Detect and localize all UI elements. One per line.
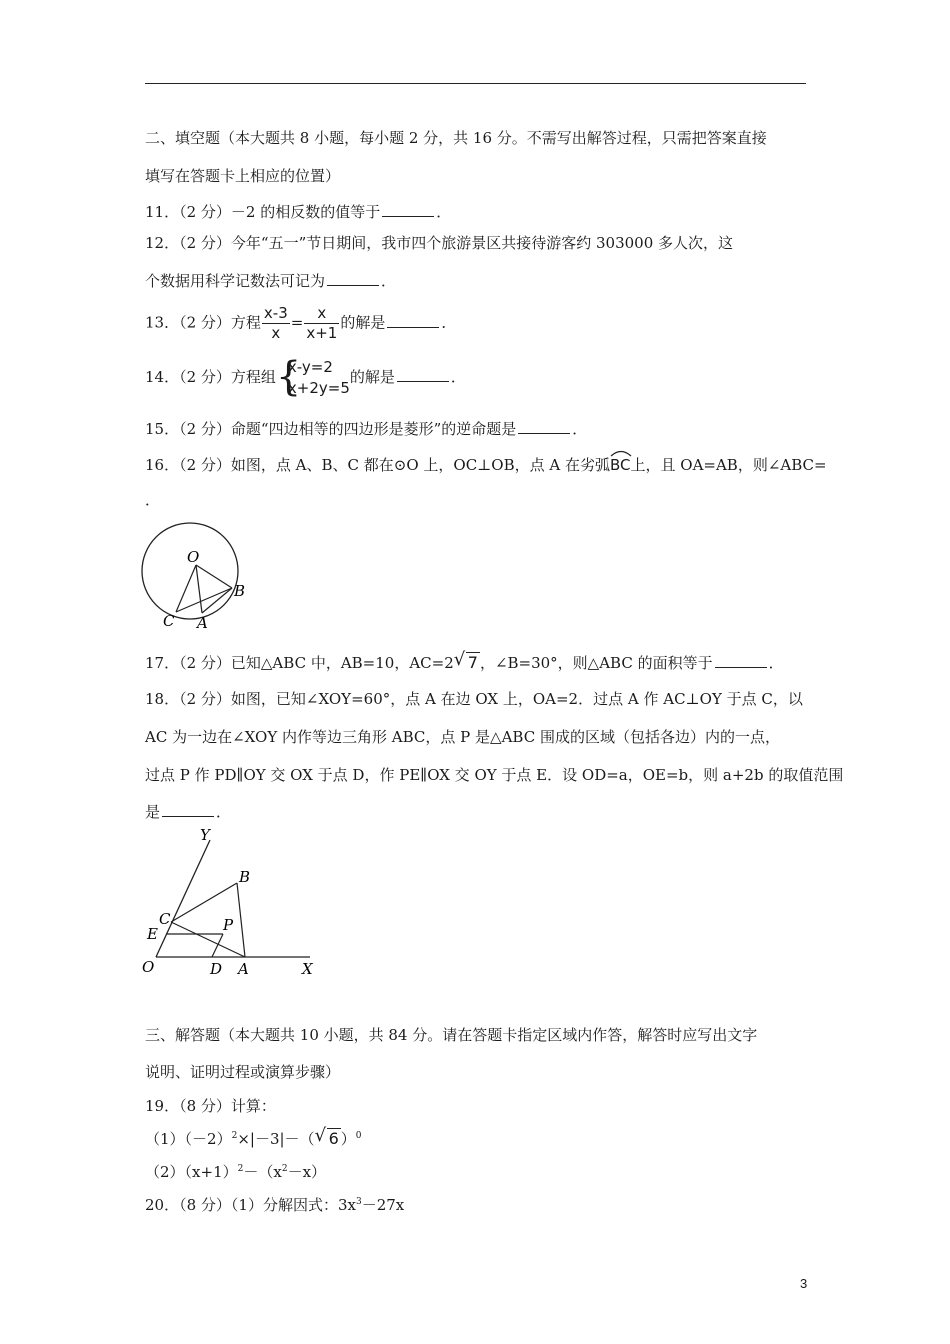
fraction-right: [304, 304, 339, 343]
label-p: P: [223, 916, 234, 934]
answer-blank: [715, 653, 767, 668]
question-15-end: ．: [572, 420, 588, 438]
answer-blank: [327, 271, 379, 286]
question-19-title: 19．（8 分）计算：: [145, 1097, 276, 1115]
question-18-end: ．: [216, 803, 232, 821]
sqrt-6: [314, 1125, 341, 1148]
question-11-end: ．: [436, 203, 452, 221]
question-13: [145, 304, 456, 343]
question-12-text: 个数据用科学记数法可记为: [145, 272, 326, 290]
sqrt-7: [453, 649, 480, 672]
label-b: B: [234, 582, 246, 600]
question-17-suffix: ，∠B=30°，则△ABC 的面积等于: [479, 654, 713, 672]
page-number: 3: [800, 1276, 808, 1291]
label-b: B: [239, 868, 251, 886]
segment-oa: [196, 565, 202, 613]
fraction-denominator: x: [271, 324, 281, 342]
segment-ba: [237, 883, 245, 957]
fraction-left: [262, 304, 290, 343]
fraction-numerator: x-3: [263, 304, 288, 322]
ray-oy: [156, 840, 210, 957]
exponent: 2: [237, 1164, 244, 1174]
question-18-line4: [145, 801, 231, 822]
part1-close: ）: [340, 1130, 356, 1148]
question-20-prefix: 20．（8 分）（1）分解因式：3x: [145, 1196, 356, 1214]
question-18-line3: 过点 P 作 PD∥OY 交 OX 于点 D，作 PE∥OX 交 OY 于点 E．设 OD=a，OE=b，则 a+2b 的取值范围: [145, 766, 844, 784]
part2-prefix: （2）（x+1）: [145, 1163, 238, 1181]
header-rule: [145, 83, 806, 84]
exponent: 0: [355, 1131, 362, 1141]
section2-heading-line2: 填写在答题卡上相应的位置）: [145, 167, 341, 185]
arc-label: BC: [609, 456, 631, 474]
question-19-part1: [145, 1125, 362, 1149]
equation-system: [275, 354, 350, 400]
label-x: X: [302, 960, 313, 978]
answer-blank: [382, 202, 434, 217]
radical-sign: √: [314, 1125, 327, 1146]
fraction-numerator: x: [304, 304, 339, 324]
question-16: [145, 452, 827, 475]
segment-ca: [171, 922, 245, 957]
question-17: [145, 649, 784, 673]
label-o: O: [187, 548, 200, 566]
section2-heading-line1: 二、填空题（本大题共 8 小题，每小题 2 分，共 16 分。不需写出解答过程，只需把答案直接: [145, 129, 767, 147]
radicand: 7: [467, 653, 478, 672]
question-19-part2: [145, 1161, 326, 1182]
arc-mark: [609, 449, 633, 457]
question-14: [145, 354, 466, 400]
question-14-end: ．: [450, 368, 466, 386]
question-17-end: ．: [768, 654, 784, 672]
part2-middle: －（x: [243, 1163, 282, 1181]
label-o: O: [142, 958, 155, 976]
answer-blank: [397, 367, 449, 382]
label-d: D: [210, 960, 223, 978]
question-16-line2: ．: [145, 491, 161, 509]
label-c: C: [163, 612, 175, 630]
question-17-prefix: 17．（2 分）已知△ABC 中，AB=10，AC=2: [145, 654, 454, 672]
question-15: [145, 418, 587, 439]
exponent: 2: [281, 1164, 288, 1174]
question-12-end: ．: [381, 272, 397, 290]
label-a: A: [238, 960, 249, 978]
part1-middle: ×|－3|－（: [237, 1130, 315, 1148]
fraction-denominator: x+1: [306, 324, 338, 342]
question-14-prefix: 14．（2 分）方程组: [145, 368, 276, 386]
section3-heading-line2: 说明、证明过程或演算步骤）: [145, 1063, 341, 1081]
question-12-line2: [145, 270, 396, 291]
arc-bc: [610, 452, 631, 474]
answer-blank: [162, 802, 214, 817]
question-14-suffix: 的解是: [349, 368, 395, 386]
question-13-prefix: 13．（2 分）方程: [145, 313, 261, 332]
left-brace: {: [275, 354, 302, 400]
question-16-suffix: 上，且 OA=AB，则∠ABC=: [630, 456, 827, 474]
circle-o: [142, 523, 238, 619]
part2-end: －x）: [287, 1163, 327, 1181]
question-13-suffix: 的解是: [340, 313, 386, 332]
equals-sign: =: [290, 313, 304, 332]
radicand: 6: [328, 1129, 339, 1148]
question-18-line2: AC 为一边在∠XOY 内作等边三角形 ABC，点 P 是△ABC 围成的区域（包括各边）内的一点，: [145, 728, 780, 746]
question-11-text: 11．（2 分）－2 的相反数的值等于: [145, 203, 381, 221]
answer-blank: [518, 419, 570, 434]
question-20-suffix: －27x: [361, 1196, 405, 1214]
question-18-line1: 18．（2 分）如图，已知∠XOY=60°，点 A 在边 OX 上，OA=2．过点 A 作 AC⊥OY 于点 C，以: [145, 690, 803, 708]
label-y: Y: [200, 826, 210, 844]
question-12-line1: 12．（2 分）今年“五一”节日期间，我市四个旅游景区共接待游客约 303000 多人次，这: [145, 234, 734, 252]
question-13-end: ．: [441, 313, 457, 332]
question-16-prefix: 16．（2 分）如图，点 A、B、C 都在⊙O 上，OC⊥OB，点 A 在劣弧: [145, 456, 610, 474]
equation-1: x-y=2: [287, 358, 333, 376]
radical-sign: √: [453, 649, 466, 670]
question-15-text: 15．（2 分）命题“四边相等的四边形是菱形”的逆命题是: [145, 420, 517, 438]
segment-ob: [196, 565, 232, 588]
answer-blank: [387, 313, 439, 328]
question-18-text: 是: [145, 803, 161, 821]
question-11: [145, 201, 451, 222]
label-a: A: [197, 614, 208, 632]
section3-heading-line1: 三、解答题（本大题共 10 小题，共 84 分。请在答题卡指定区域内作答，解答时应写出文字: [145, 1026, 758, 1044]
exponent: 2: [231, 1131, 238, 1141]
label-e: E: [147, 925, 158, 943]
figure-18-angle-diagram: [138, 826, 328, 980]
figure-16-circle-diagram: [140, 520, 252, 632]
exponent: 3: [355, 1197, 362, 1207]
equation-2: x+2y=5: [287, 379, 350, 397]
part1-prefix: （1）（－2）: [145, 1130, 232, 1148]
label-c: C: [159, 910, 171, 928]
question-20: [145, 1194, 404, 1215]
